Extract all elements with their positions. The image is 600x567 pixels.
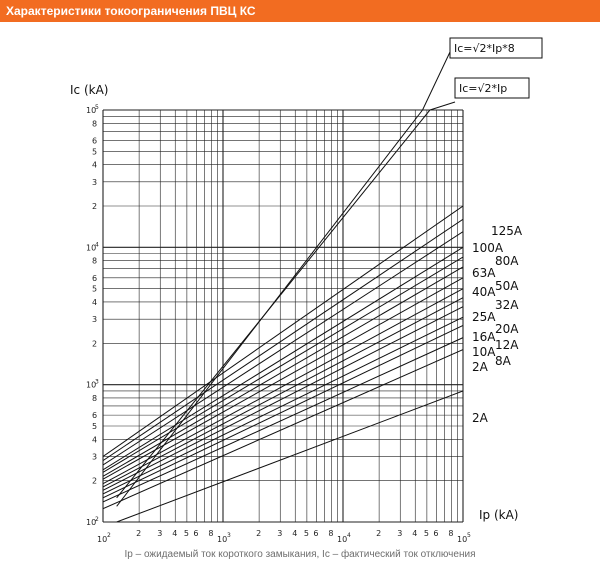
- x-tick-label: 6: [313, 529, 319, 538]
- series-label: 12A: [495, 338, 519, 352]
- y-tick-label: 3: [92, 452, 98, 462]
- series-label: 80A: [495, 254, 519, 268]
- y-tick-label: 2: [92, 339, 98, 349]
- y-tick-label: 6: [92, 136, 98, 146]
- x-tick-label: 10: [217, 535, 228, 544]
- reference-lines: [117, 52, 455, 506]
- x-tick-exponent: 5: [467, 532, 471, 539]
- x-tick-exponent: 3: [227, 532, 231, 539]
- y-tick-exponent: 2: [95, 516, 99, 523]
- series-label: 63A: [472, 266, 496, 280]
- y-tick-label: 6: [92, 273, 98, 283]
- reference-line: [117, 110, 430, 498]
- y-tick-exponent: 3: [95, 378, 99, 386]
- series-line: [103, 219, 463, 460]
- x-tick-label: 10: [97, 535, 108, 544]
- header-title: Характеристики токоограничения ПВЦ КС: [6, 4, 256, 18]
- x-tick-label: 5: [303, 529, 309, 538]
- x-tick-labels: [97, 529, 471, 544]
- x-tick-label: 10: [457, 535, 468, 544]
- y-tick-label: 10: [86, 106, 97, 115]
- x-tick-exponent: 2: [107, 532, 111, 539]
- x-tick-label: 4: [412, 529, 418, 538]
- y-tick-label: 5: [92, 284, 98, 294]
- reference-line-extension: [423, 52, 450, 110]
- y-tick-label: 3: [92, 315, 98, 325]
- formula-label: Ic=√2*Ip: [459, 82, 508, 95]
- y-tick-label: 4: [92, 160, 98, 170]
- chart-caption: Ip – ожидаемый ток короткого замыкания, Ic – фактический ток отключения: [124, 549, 476, 560]
- y-tick-label: 3: [92, 177, 98, 187]
- x-tick-label: 8: [448, 529, 454, 538]
- page-header: [0, 0, 600, 22]
- x-tick-label: 2: [136, 529, 142, 538]
- y-tick-label: 4: [92, 435, 98, 445]
- series-line: [103, 206, 463, 456]
- series-line: [103, 232, 463, 465]
- x-tick-label: 6: [433, 529, 439, 538]
- y-tick-label: 8: [92, 256, 98, 266]
- series-label: 50A: [495, 279, 519, 293]
- series-line: [103, 307, 463, 491]
- series-line: [103, 257, 463, 472]
- reference-line-extension: [430, 102, 455, 110]
- x-tick-exponent: 4: [347, 532, 351, 539]
- series-label: 8A: [495, 354, 511, 368]
- series-label: 16A: [472, 330, 496, 344]
- y-tick-label: 2: [92, 201, 98, 211]
- x-tick-label: 2: [256, 529, 262, 538]
- x-tick-label: 8: [208, 529, 214, 538]
- x-tick-label: 4: [172, 529, 178, 538]
- series-label: 20A: [495, 322, 519, 336]
- y-tick-exponent: 5: [95, 104, 99, 111]
- formula-label: Ic=√2*Ip*8: [454, 42, 515, 55]
- x-tick-label: 2: [376, 529, 382, 538]
- y-tick-label: 8: [92, 119, 98, 129]
- series-label: 100A: [472, 241, 504, 255]
- y-tick-label: 8: [92, 393, 98, 403]
- x-tick-label: 3: [157, 529, 163, 538]
- x-tick-label: 5: [183, 529, 189, 538]
- x-tick-label: 3: [397, 529, 403, 538]
- y-tick-label: 10: [86, 518, 97, 527]
- x-axis-label: Ip (kA): [479, 508, 519, 522]
- series-line: [103, 289, 463, 484]
- series-label: 125A: [491, 224, 523, 238]
- series-label: 40A: [472, 285, 496, 299]
- series-label: 32A: [495, 298, 519, 312]
- y-tick-label: 10: [86, 380, 97, 390]
- chart-grid: [103, 110, 463, 522]
- x-tick-label: 5: [423, 529, 429, 538]
- series-line: [103, 338, 463, 502]
- y-tick-exponent: 4: [95, 241, 99, 249]
- series-line: [103, 278, 463, 479]
- series-line: [103, 317, 463, 494]
- current-limiting-chart: [0, 22, 600, 547]
- series-line: [103, 267, 463, 476]
- y-tick-label: 2: [92, 476, 98, 486]
- y-tick-label: 5: [92, 147, 98, 157]
- x-tick-label: 4: [292, 529, 298, 538]
- series-label: 25A: [472, 310, 496, 324]
- y-tick-label: 10: [86, 243, 97, 253]
- formula-boxes: [450, 38, 542, 98]
- y-tick-label: 5: [92, 422, 98, 432]
- x-tick-label: 6: [193, 529, 199, 538]
- x-tick-label: 3: [277, 529, 283, 538]
- y-tick-labels: [86, 104, 99, 527]
- y-axis-label: Ic (kA): [70, 83, 109, 97]
- series-labels: [472, 224, 523, 425]
- series-label: 2A: [472, 411, 488, 425]
- series-line: [103, 247, 463, 469]
- x-tick-label: 8: [328, 529, 334, 538]
- series-line: [103, 350, 463, 509]
- series-label: 10A: [472, 345, 496, 359]
- y-tick-label: 4: [92, 297, 98, 307]
- series-label: 2A: [472, 360, 488, 374]
- y-tick-label: 6: [92, 411, 98, 421]
- x-tick-label: 10: [337, 535, 348, 544]
